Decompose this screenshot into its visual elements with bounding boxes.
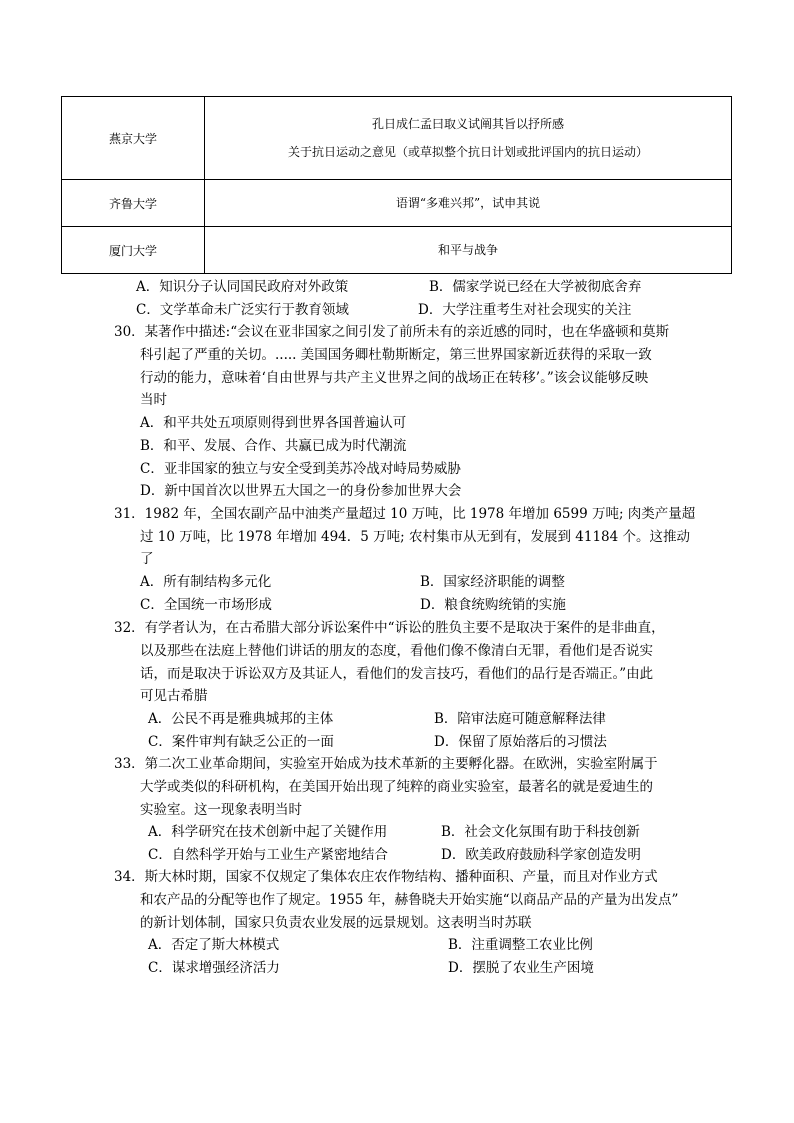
q34-option-c[interactable]: C．谋求增强经济活力 [148, 960, 280, 976]
q31-option-a[interactable]: A．所有制结构多元化 [140, 574, 272, 590]
q31-option-c[interactable]: C．全国统一市场形成 [140, 597, 272, 613]
q29-option-c[interactable]: C．文学革命未广泛实行于教育领域 [136, 302, 349, 318]
q30-option-d[interactable]: D．新中国首次以世界五大国之一的身份参加世界大会 [140, 483, 462, 499]
q32-stem-line: 话，而是取决于诉讼双方及其证人，看他们的发言技巧，看他们的品行是否端正。”由此 [140, 666, 654, 682]
q34-stem-line: 的新计划体制，国家只负责农业发展的远景规划。这表明当时苏联 [140, 915, 532, 931]
q31-stem-line: 过 10 万吨，比 1978 年增加 494．5 万吨; 农村集市从无到有，发展到 41184 个。这推动 [140, 529, 691, 545]
essay-topics [205, 97, 732, 180]
q30-option-a[interactable]: A．和平共处五项原则得到世界各国普遍认可 [140, 415, 407, 431]
essay-topic: 和平与战争 [437, 243, 498, 257]
q33-stem-line: 33．第二次工业革命期间，实验室开始成为技术革新的主要孵化器。在欧洲，实验室附属于 [114, 756, 658, 772]
essay-topics [205, 180, 732, 227]
q32-option-d[interactable]: D．保留了原始落后的习惯法 [434, 734, 607, 750]
q34-option-a[interactable]: A．否定了斯大林模式 [148, 937, 280, 953]
essay-topics [205, 227, 732, 274]
q30-option-c[interactable]: C．亚非国家的独立与安全受到美苏冷战对峙局势威胁 [140, 461, 461, 477]
q30-stem-line: 科引起了严重的关切。..... 美国国务卿杜勒斯断定，第三世界国家新近获得的采取一致 [140, 347, 652, 363]
table-row [62, 97, 732, 180]
university-name: 厦门大学 [62, 227, 205, 274]
q30-option-b[interactable]: B．和平、发展、合作、共赢已成为时代潮流 [140, 438, 407, 454]
q34-option-b[interactable]: B．注重调整工农业比例 [448, 937, 593, 953]
q33-option-c[interactable]: C．自然科学开始与工业生产紧密地结合 [148, 847, 388, 863]
q29-option-d[interactable]: D．大学注重考生对社会现实的关注 [418, 302, 632, 318]
q32-option-b[interactable]: B．陪审法庭可随意解释法律 [434, 711, 606, 727]
q29-option-b[interactable]: B．儒家学说已经在大学被彻底舍弃 [429, 279, 642, 295]
q34-stem-line: 和农产品的分配等也作了规定。1955 年，赫鲁晓夫开始实施“以商品产品的产量为出发点” [140, 892, 679, 908]
q32-stem-line: 以及那些在法庭上替他们讲话的朋友的态度，看他们像不像清白无罪，看他们是否说实 [140, 643, 653, 659]
q31-option-b[interactable]: B．国家经济职能的调整 [420, 574, 565, 590]
university-exam-topics-table [61, 96, 732, 274]
essay-topic: 语谓“多难兴邦”，试申其说 [395, 196, 541, 210]
essay-topic: 关于抗日运动之意见（或草拟整个抗日计划或批评国内的抗日运动） [287, 145, 648, 159]
q33-stem-line: 大学或类似的科研机构，在美国开始出现了纯粹的商业实验室，最著名的就是爱迪生的 [140, 779, 653, 795]
table-row [62, 227, 732, 274]
q32-stem-line: 32．有学者认为，在古希腊大部分诉讼案件中“诉讼的胜负主要不是取决于案件的是非曲直， [114, 620, 665, 636]
q29-option-a[interactable]: A．知识分子认同国民政府对外政策 [136, 279, 349, 295]
q31-option-d[interactable]: D．粮食统购统销的实施 [420, 597, 566, 613]
q34-option-d[interactable]: D．摆脱了农业生产困境 [448, 960, 594, 976]
q32-option-c[interactable]: C．案件审判有缺乏公正的一面 [148, 734, 334, 750]
q30-stem-line: 行动的能力，意味着‘自由世界与共产主义世界之间的战场正在转移’。”该会议能够反映 [140, 370, 649, 386]
q33-option-d[interactable]: D．欧美政府鼓励科学家创造发明 [441, 847, 641, 863]
q30-stem-line: 30．某著作中描述:“会议在亚非国家之间引发了前所未有的亲近感的同时，也在华盛顿和莫斯 [114, 324, 670, 340]
q31-stem-line: 了 [140, 551, 154, 567]
university-name: 齐鲁大学 [62, 180, 205, 227]
q32-option-a[interactable]: A．公民不再是雅典城邦的主体 [148, 711, 334, 727]
q32-stem-line: 可见古希腊 [140, 688, 208, 704]
q30-stem-line: 当时 [140, 392, 167, 408]
q34-stem-line: 34．斯大林时期，国家不仅规定了集体农庄农作物结构、播种面积、产量，而且对作业方式 [114, 869, 658, 885]
essay-topic: 孔日成仁孟曰取义试阐其旨以抒所感 [371, 117, 564, 131]
table-row [62, 180, 732, 227]
q33-stem-line: 实验室。这一现象表明当时 [140, 802, 302, 818]
university-name: 燕京大学 [62, 97, 205, 180]
q31-stem-line: 31．1982 年，全国农副产品中油类产量超过 10 万吨，比 1978 年增加 6599 万吨; 肉类产量超 [114, 506, 696, 522]
q33-option-b[interactable]: B．社会文化氛围有助于科技创新 [441, 824, 640, 840]
q33-option-a[interactable]: A．科学研究在技术创新中起了关键作用 [148, 824, 388, 840]
